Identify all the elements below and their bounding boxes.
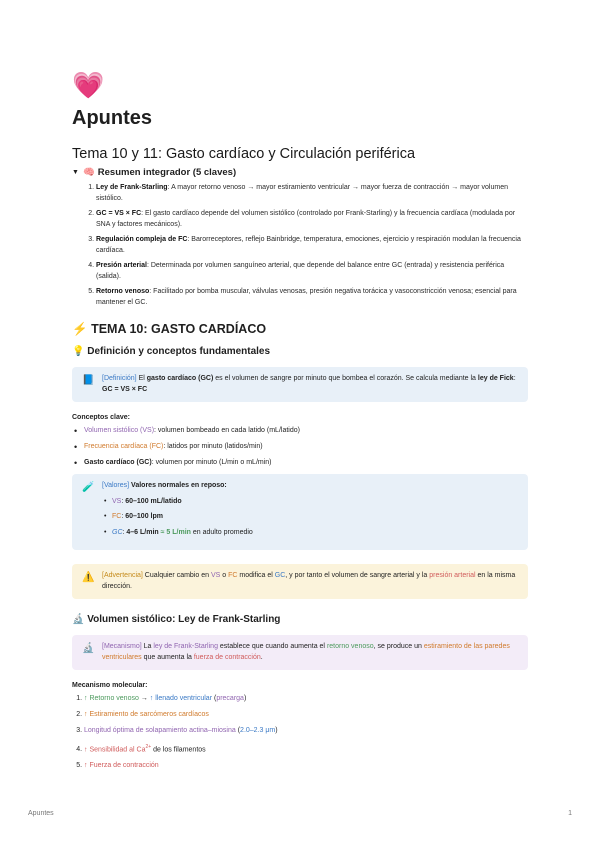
mechanism-label: Mecanismo molecular: — [72, 682, 148, 689]
concepts-label: Conceptos clave: — [72, 414, 130, 421]
microscope-icon: 🔬 — [82, 643, 95, 654]
list-item: • Gasto cardíaco (GC): volumen por minuto (L/min o mL/min) — [84, 458, 528, 468]
lightbulb-icon: 💡 — [72, 346, 85, 357]
microscope-icon: 🔬 — [72, 614, 85, 625]
tema10-heading: ⚡ TEMA 10: GASTO CARDÍACO — [72, 322, 267, 336]
summary-toggle[interactable] — [72, 166, 528, 179]
list-item: 3. Longitud óptima de solapamiento actina–miosina (2.0–2.3 μm) — [84, 726, 528, 736]
list-item: 4. Presión arterial: Determinada por volumen sanguíneo arterial, que depende del balance entre GC (entrada) y resistencia periférica (salida). — [96, 261, 528, 282]
list-item: 5. Retorno venoso: Facilitado por bomba muscular, válvulas venosas, presión negativa torácica y vasoconstricción venosa; esencial para mantener el GC. — [96, 287, 528, 308]
test-tube-icon: 🧪 — [82, 482, 95, 493]
definition-callout — [72, 367, 528, 402]
list-item: 3. Regulación compleja de FC: Barorreceptores, reflejo Bainbridge, temperatura, emociones, ejercicio y respiración modulan la frecuencia cardíaca. — [96, 235, 528, 256]
list-item: 2. ↑ Estiramiento de sarcómeros cardíacos — [84, 710, 528, 720]
page-number: 1 — [568, 810, 572, 817]
list-item: 5. ↑ Fuerza de contracción — [84, 761, 528, 771]
list-item: 1. Ley de Frank-Starling: A mayor retorno venoso → mayor estiramiento ventricular → mayor fuerza de contracción → mayor volumen sistólico. — [96, 183, 528, 204]
values-text: [Valores] Valores normales en reposo: • VS: 60–100 mL/latido • FC: 60–100 lpm • GC: 4–6 L/min ≈ 5 L/min en adulto promedio — [102, 481, 518, 543]
list-item: 2. GC = VS × FC: El gasto cardíaco depende del volumen sistólico (controlado por Frank-Starling) y la frecuencia cardíaca (modulada por SNA y factores mecánicos). — [96, 209, 528, 230]
list-item: • FC: 60–100 lpm — [112, 512, 518, 523]
warning-icon: ⚠️ — [82, 572, 95, 583]
page-subtitle: Tema 10 y 11: Gasto cardíaco y Circulación periférica — [72, 146, 416, 162]
mechanism-steps — [72, 694, 528, 771]
document-page — [72, 70, 528, 777]
lightning-icon: ⚡ — [72, 322, 88, 336]
list-item: • Volumen sistólico (VS): volumen bombeado en cada latido (mL/latido) — [84, 426, 528, 436]
list-item: 4. ↑ Sensibilidad al $Ca^{2+}$ de los filamentos — [84, 742, 528, 755]
mechanism-callout — [72, 635, 528, 670]
list-item: 1. ↑ Retorno venoso → ↑ llenado ventricular (precarga) — [84, 694, 528, 704]
heart-icon: 💗 — [72, 70, 105, 100]
warning-text: [Advertencia] Cualquier cambio en VS o FC modifica el GC, y por tanto el volumen de sangre arterial y la presión arterial en la misma dirección. — [102, 572, 516, 590]
definition-text: [Definición] El gasto cardíaco (GC) es el volumen de sangre por minuto que bombea el corazón. Se calcula mediante la ley de Fick: GC = VS × FC — [102, 375, 516, 393]
footer-title: Apuntes — [28, 810, 54, 817]
book-icon: 📘 — [82, 375, 95, 386]
list-item: • Frecuencia cardíaca (FC): latidos por minuto (latidos/min) — [84, 442, 528, 452]
list-item: • VS: 60–100 mL/latido — [112, 497, 518, 508]
page-footer — [28, 810, 572, 817]
list-item: • GC: 4–6 L/min ≈ 5 L/min en adulto promedio — [112, 528, 518, 539]
frank-starling-heading: 🔬 Volumen sistólico: Ley de Frank-Starling — [72, 614, 281, 625]
values-callout — [72, 474, 528, 550]
brain-icon: 🧠 — [82, 167, 95, 178]
mechanism-text: [Mecanismo] La ley de Frank-Starling establece que cuando aumenta el retorno venoso, se produce un estiramiento de las paredes ventriculares que aumenta la fuerza de contracción. — [102, 643, 510, 661]
summary-label: Resumen integrador (5 claves) — [97, 167, 237, 178]
summary-list — [72, 183, 528, 308]
values-list — [102, 497, 518, 539]
toggle-arrow-icon[interactable]: ▼ — [72, 169, 79, 176]
page-title: Apuntes — [72, 107, 152, 129]
warning-callout — [72, 564, 528, 599]
concepts-list — [72, 426, 528, 468]
definition-heading: 💡 Definición y conceptos fundamentales — [72, 346, 271, 357]
